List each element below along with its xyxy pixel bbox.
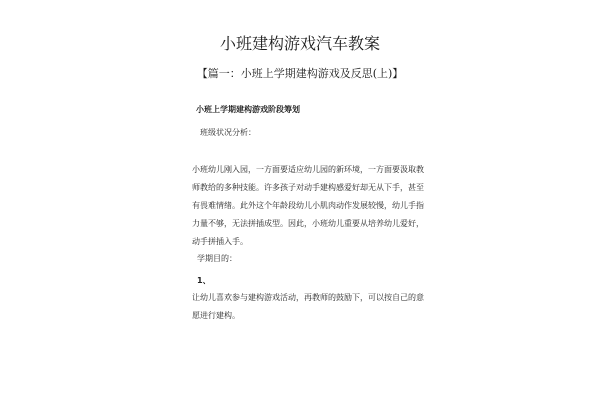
goal-paragraph: [192, 289, 424, 325]
paragraph-line: 愿进行建构。: [192, 311, 240, 320]
plan-title: 小班上学期建构游戏阶段筹划: [196, 105, 300, 114]
semester-goal-label: 学期目的：: [197, 254, 237, 263]
paragraph-line: 力量不够，无法拼插成型。因此，小班幼儿重要从培养幼儿爱好，: [192, 219, 424, 228]
document-title: 小班建构游戏汽车教案: [219, 34, 380, 53]
section-heading: 【篇一：小班上学期建构游戏及反思(上)】: [196, 67, 404, 80]
paragraph-line: 动手拼插入手。: [192, 237, 248, 246]
paragraph-line: 有畏难情绪。此外这个年龄段幼儿小肌肉动作发展较慢，幼儿手指: [192, 201, 424, 210]
class-analysis-paragraph: [192, 161, 424, 251]
goal-item-number: 1、: [197, 276, 211, 285]
class-analysis-label: 班级状况分析：: [200, 128, 256, 137]
paragraph-line: 让幼儿喜欢参与建构游戏活动，再教师的鼓励下，可以按自己的意: [192, 293, 424, 302]
paragraph-line: 师教给的多种技能。许多孩子对动手建构感爱好却无从下手，甚至: [192, 183, 424, 192]
paragraph-line: 小班幼儿刚入园，一方面要适应幼儿园的新环境，一方面要汲取教: [192, 165, 424, 174]
